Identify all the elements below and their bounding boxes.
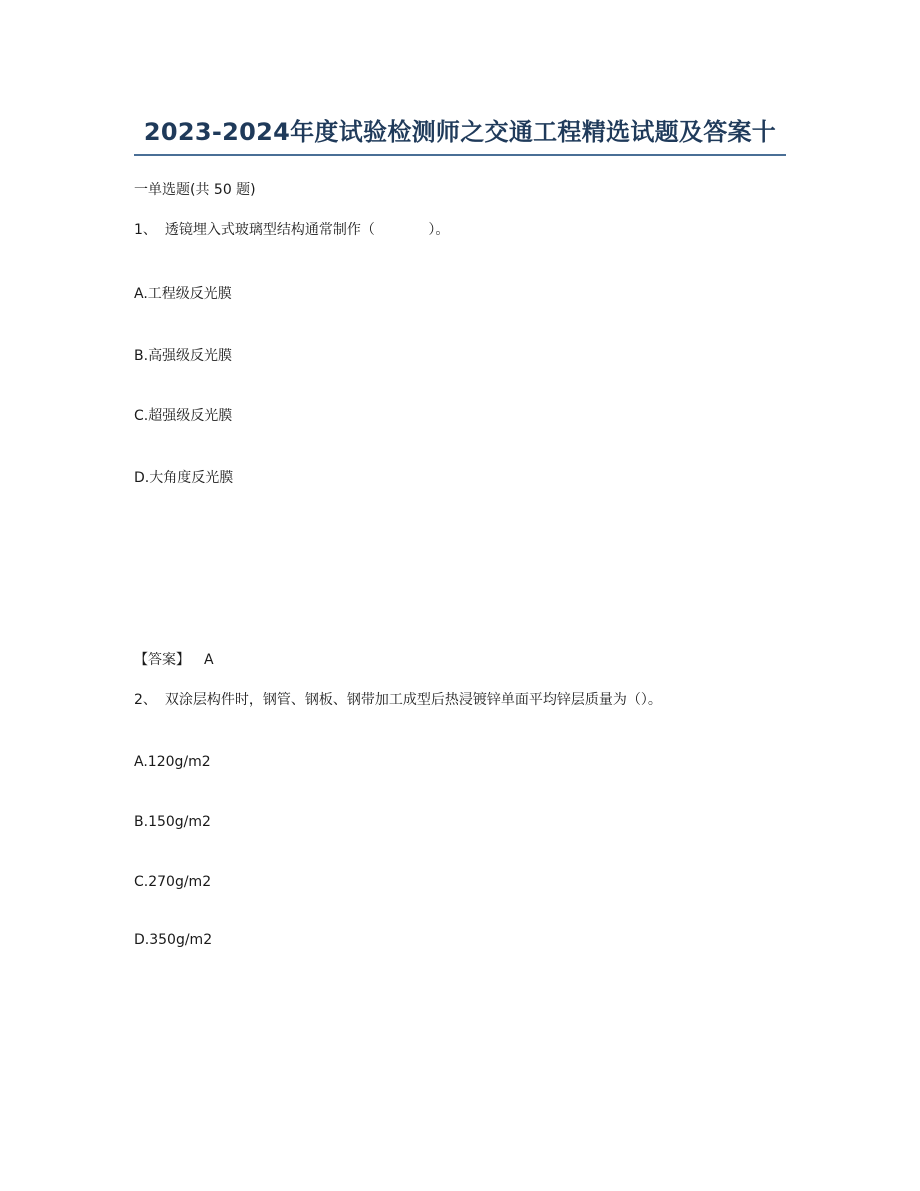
option-text: 150g/m2	[148, 814, 211, 830]
question-1-answer	[134, 650, 214, 670]
question-number: 2、	[134, 692, 157, 708]
question-text: 双涂层构件时，钢管、钢板、钢带加工成型后热浸镀锌单面平均锌层质量为（）。	[164, 692, 662, 708]
option-letter: A.	[134, 286, 148, 302]
question-2-stem	[134, 690, 662, 710]
question-1-option-b	[134, 346, 232, 366]
question-1-option-c	[134, 406, 232, 426]
option-letter: B.	[134, 814, 149, 830]
option-letter: C.	[134, 408, 149, 424]
section-heading: 一单选题(共 50 题)	[134, 182, 256, 198]
question-2-option-b	[134, 812, 211, 832]
option-text: 大角度反光膜	[149, 470, 234, 486]
option-text: 高强级反光膜	[148, 348, 233, 364]
document-title: 2023-2024年度试验检测师之交通工程精选试题及答案十	[143, 118, 777, 146]
option-letter: A.	[134, 754, 148, 770]
question-2-option-a	[134, 752, 211, 772]
question-1-option-d	[134, 468, 233, 488]
answer-blank	[375, 222, 428, 238]
option-text: 120g/m2	[147, 754, 211, 770]
option-text: 超强级反光膜	[148, 408, 233, 424]
answer-label: 【答案】	[134, 652, 190, 668]
question-1-option-a	[134, 284, 232, 304]
option-letter: C.	[134, 874, 149, 890]
answer-value: A	[204, 652, 214, 668]
question-text: 透镜埋入式玻璃型结构通常制作（	[164, 222, 375, 238]
option-letter: D.	[134, 470, 150, 486]
question-number: 1、	[134, 222, 157, 238]
option-letter: D.	[134, 932, 150, 948]
option-text: 350g/m2	[149, 932, 213, 948]
title-underline	[134, 154, 786, 156]
question-2-option-d	[134, 930, 212, 950]
option-letter: B.	[134, 348, 149, 364]
option-text: 工程级反光膜	[147, 286, 232, 302]
question-text-end: ）。	[428, 222, 450, 238]
option-text: 270g/m2	[148, 874, 212, 890]
question-2-option-c	[134, 872, 211, 892]
question-1-stem	[134, 220, 449, 240]
